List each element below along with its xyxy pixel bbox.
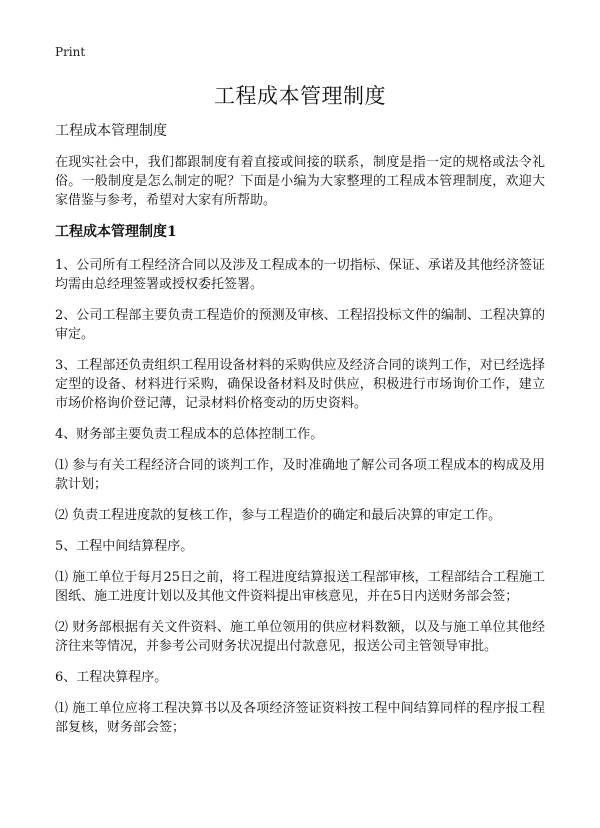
paragraph-5: 5、工程中间结算程序。	[55, 539, 194, 554]
paragraph-1: 1、公司所有工程经济合同以及涉及工程成本的一切指标、保证、承诺及其他经济签证均需由总经理签署或授权委托签署。	[55, 258, 545, 292]
paragraph-2: 2、公司工程部主要负责工程造价的预测及审核、工程招投标文件的编制、工程决算的审定。	[55, 308, 545, 342]
document-title: 工程成本管理制度	[214, 84, 386, 108]
paragraph-4-1: ⑴ 参与有关工程经济合同的谈判工作，及时准确地了解公司各项工程成本的构成及用款计划；	[55, 458, 545, 492]
paragraph-3: 3、工程部还负责组织工程用设备材料的采购供应及经济合同的谈判工作，对已经选择定型的设备、材料进行采购，确保设备材料及时供应，积极进行市场询价工作，建立市场价格询价登记薄，记录材料价格变动的历史资料。	[55, 358, 545, 411]
document-subtitle: 工程成本管理制度	[55, 123, 167, 139]
paragraph-6: 6、工程决算程序。	[55, 670, 168, 685]
paragraph-5-2: ⑵ 财务部根据有关文件资料、施工单位领用的供应材料数额，以及与施工单位其他经济往来等情况，并参考公司财务状况提出付款意见，报送公司主管领导审批。	[55, 620, 545, 654]
section-heading: 工程成本管理制度1	[55, 224, 177, 240]
paragraph-6-1: ⑴ 施工单位应将工程决算书以及各项经济签证资料按工程中间结算同样的程序报工程部复核，财务部会签；	[55, 701, 545, 735]
paragraph-5-1: ⑴ 施工单位于每月25日之前，将工程进度结算报送工程部审核，工程部结合工程施工图纸、施工进度计划以及其他文件资料提出审核意见，并在5日内送财务部会签；	[55, 570, 545, 604]
print-link[interactable]: Print	[55, 45, 86, 59]
paragraph-4-2: ⑵ 负责工程进度款的复核工作，参与工程造价的确定和最后决算的审定工作。	[55, 508, 502, 523]
intro-paragraph: 在现实社会中，我们都跟制度有着直接或间接的联系，制度是指一定的规格或法令礼俗。一般制度是怎么制定的呢？下面是小编为大家整理的工程成本管理制度，欢迎大家借鉴与参考，希望对大家有所帮助。	[55, 155, 545, 208]
paragraph-4: 4、财务部主要负责工程成本的总体控制工作。	[55, 427, 324, 442]
